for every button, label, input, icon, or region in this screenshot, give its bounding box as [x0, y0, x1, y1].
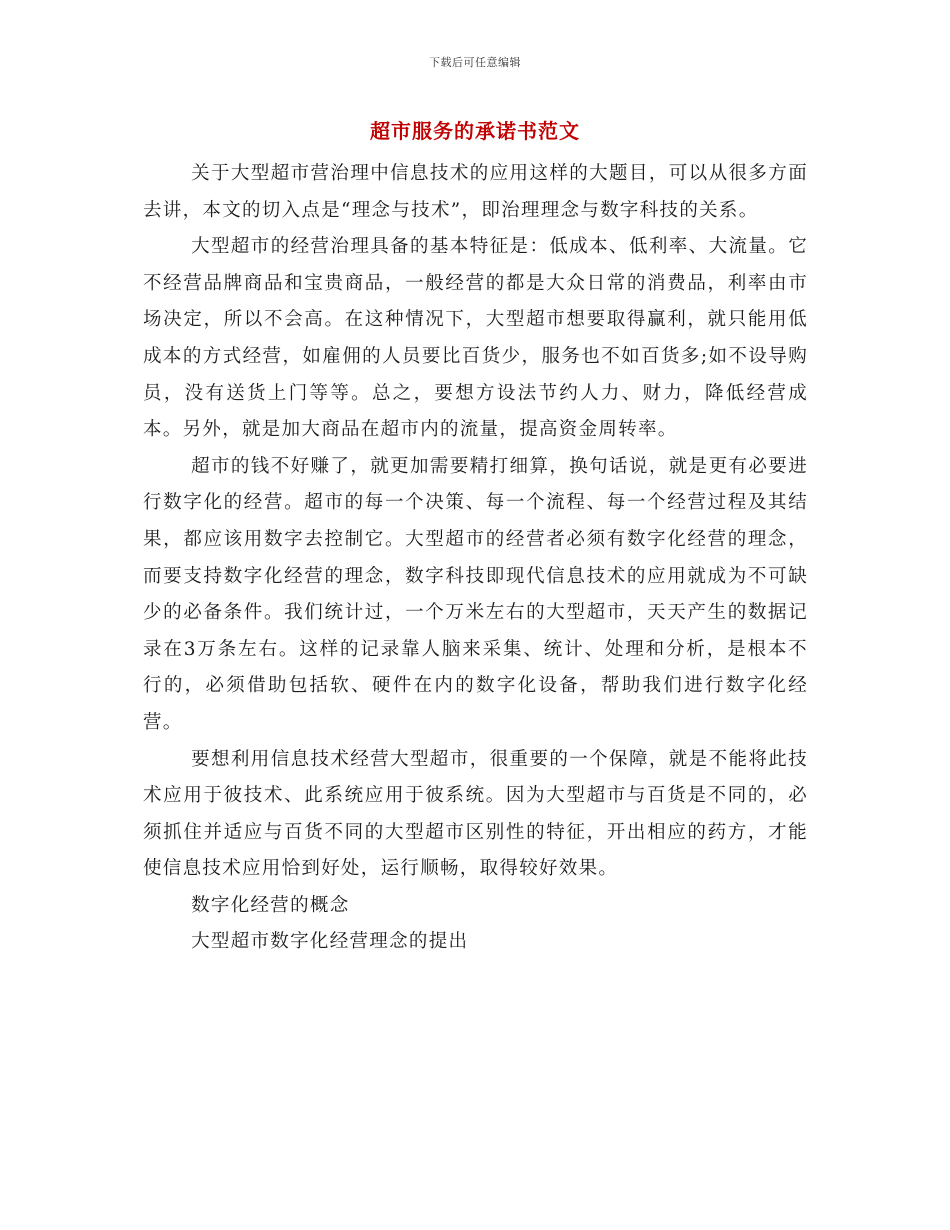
paragraph: 大型超市的经营治理具备的基本特征是：低成本、低利率、大流量。它不经营品牌商品和宝贵商品，一般经营的都是大众日常的消费品，利率由市场决定，所以不会高。在这种情况下，大型超市想要取得赢利，就只能用低成本的方式经营，如雇佣的人员要比百货少，服务也不如百货多;如不设导购员，没有送货上门等等。总之，要想方设法节约人力、财力，降低经营成本。另外，就是加大商品在超市内的流量，提高资金周转率。 — [143, 236, 808, 441]
paragraph: 要想利用信息技术经营大型超市，很重要的一个保障，就是不能将此技术应用于彼技术、此系统应用于彼系统。因为大型超市与百货是不同的，必须抓住并适应与百货不同的大型超市区别性的特征，开出相应的药方，才能使信息技术应用恰到好处，运行顺畅，取得较好效果。 — [143, 748, 808, 880]
section-heading: 大型超市数字化经营理念的提出 — [191, 931, 469, 953]
paragraph: 关于大型超市营治理中信息技术的应用这样的大题目，可以从很多方面去讲，本文的切入点是“理念与技术”，即治理理念与数字科技的关系。 — [143, 163, 808, 221]
document-title: 超市服务的承诺书范文 — [370, 119, 580, 143]
header-note: 下载后可任意编辑 — [429, 56, 521, 69]
paragraph: 超市的钱不好赚了，就更加需要精打细算，换句话说，就是更有必要进行数字化的经营。超市的每一个决策、每一个流程、每一个经营过程及其结果，都应该用数字去控制它。大型超市的经营者必须有数字化经营的理念，而要支持数字化经营的理念，数字科技即现代信息技术的应用就成为不可缺少的必备条件。我们统计过，一个万米左右的大型超市，天天产生的数据记录在3万条左右。这样的记录靠人脑来采集、统计、处理和分析，是根本不行的，必须借助包括软、硬件在内的数字化设备，帮助我们进行数字化经营。 — [143, 455, 808, 733]
section-heading: 数字化经营的概念 — [191, 894, 350, 916]
document-body — [143, 156, 808, 961]
